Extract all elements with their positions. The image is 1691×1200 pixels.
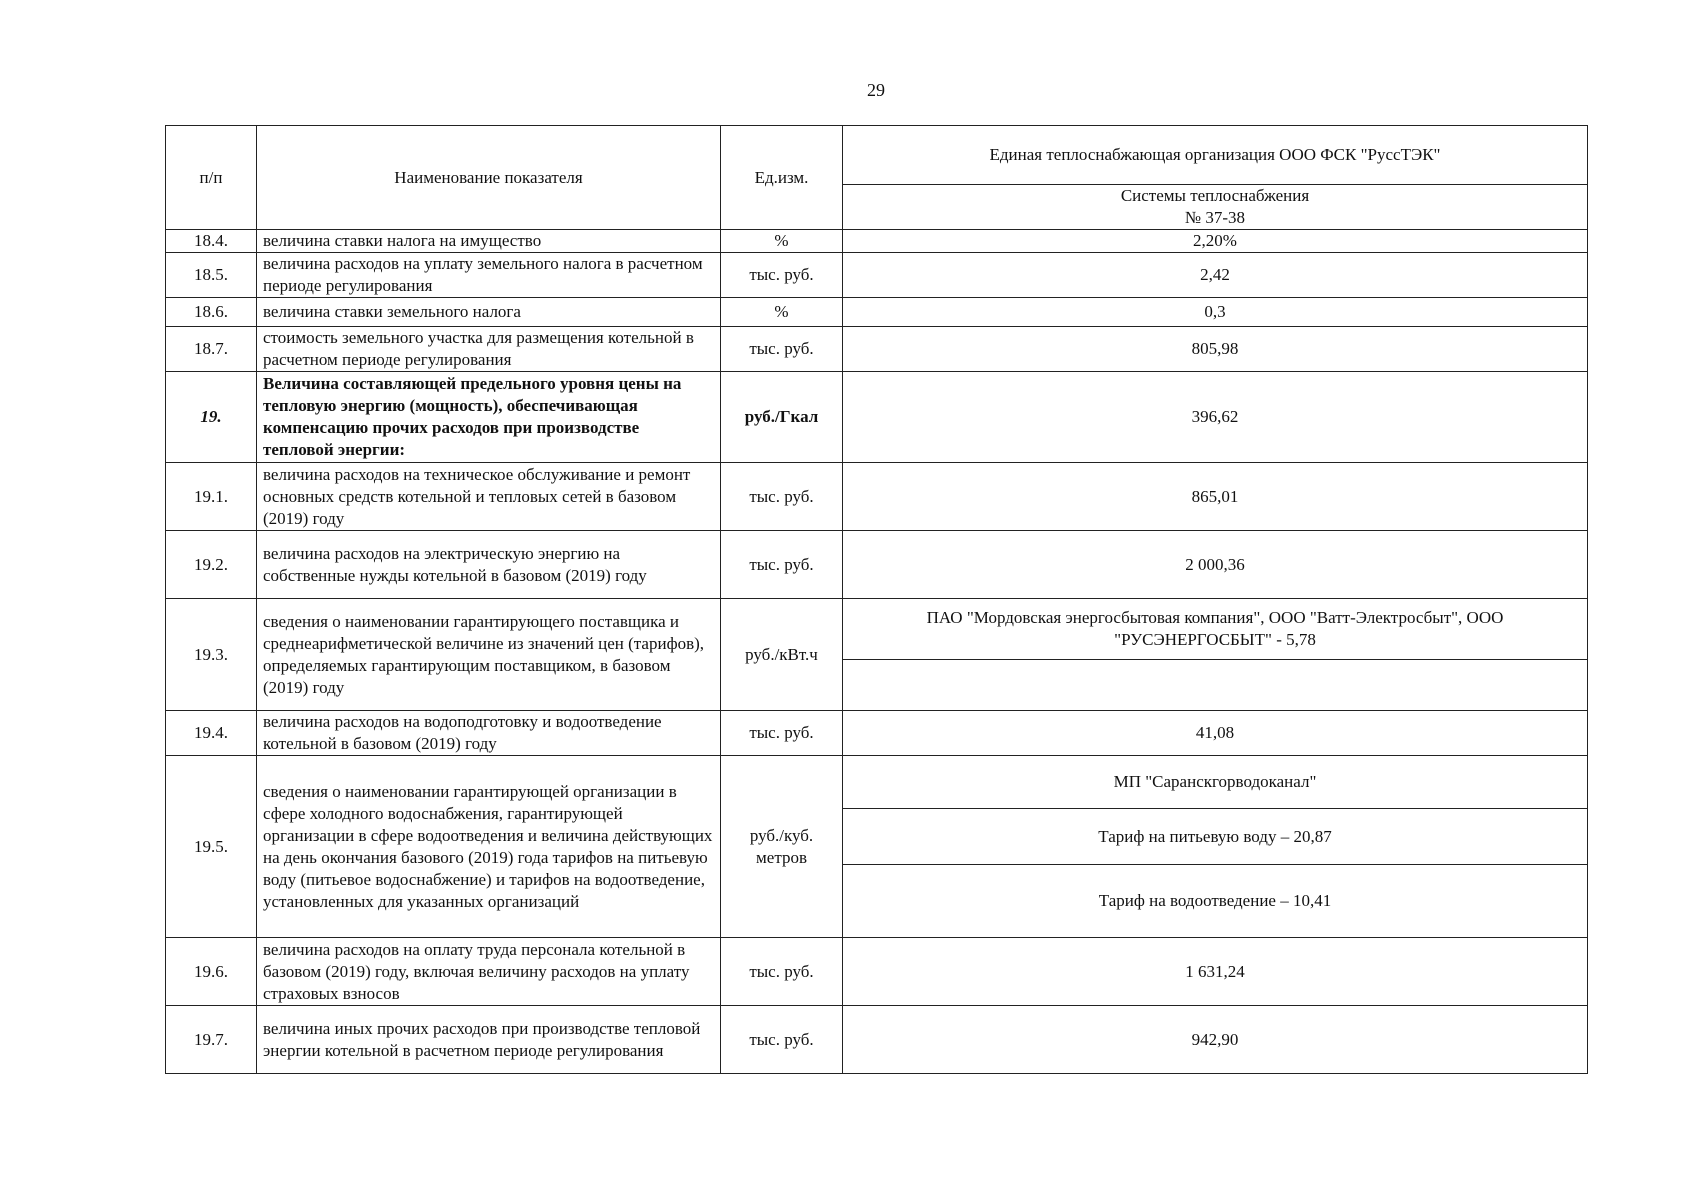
row-name: величина расходов на техническое обслуживание и ремонт основных средств котельной и тепловых сетей в базовом (2019) году bbox=[257, 463, 721, 531]
row-num: 19. bbox=[166, 372, 257, 463]
row-num: 18.5. bbox=[166, 253, 257, 298]
row-num: 18.6. bbox=[166, 298, 257, 327]
row-num: 19.1. bbox=[166, 463, 257, 531]
header-name: Наименование показателя bbox=[257, 126, 721, 230]
row-num: 19.3. bbox=[166, 599, 257, 711]
header-num: п/п bbox=[166, 126, 257, 230]
row-value-empty bbox=[843, 660, 1588, 711]
row-value: МП "Саранскгорводоканал" bbox=[843, 756, 1588, 809]
row-name: Величина составляющей предельного уровня цены на тепловую энергию (мощность), обеспечивающая компенсацию прочих расходов при производстве тепловой энергии: bbox=[257, 372, 721, 463]
header-systems bbox=[843, 185, 1588, 230]
row-unit: руб./Гкал bbox=[721, 372, 843, 463]
row-value: 942,90 bbox=[843, 1006, 1588, 1074]
row-unit: руб./куб. метров bbox=[721, 756, 843, 938]
row-name: величина расходов на уплату земельного налога в расчетном периоде регулирования bbox=[257, 253, 721, 298]
row-unit: тыс. руб. bbox=[721, 463, 843, 531]
table-row bbox=[166, 938, 1588, 1006]
row-value: 2 000,36 bbox=[843, 531, 1588, 599]
row-unit: % bbox=[721, 298, 843, 327]
tariff-table bbox=[165, 125, 1588, 1074]
row-name: стоимость земельного участка для размещения котельной в расчетном периоде регулирования bbox=[257, 327, 721, 372]
row-num: 18.4. bbox=[166, 230, 257, 253]
row-value: 1 631,24 bbox=[843, 938, 1588, 1006]
row-value: 805,98 bbox=[843, 327, 1588, 372]
row-value: 865,01 bbox=[843, 463, 1588, 531]
row-name: величина ставки налога на имущество bbox=[257, 230, 721, 253]
table-row bbox=[166, 298, 1588, 327]
row-unit: тыс. руб. bbox=[721, 1006, 843, 1074]
page-number: 29 bbox=[867, 80, 885, 100]
row-value: ПАО "Мордовская энергосбытовая компания", ООО "Ватт-Электросбыт", ООО "РУСЭНЕРГОСБЫТ" - 5,78 bbox=[843, 599, 1588, 660]
row-unit: % bbox=[721, 230, 843, 253]
row-name: величина расходов на электрическую энергию на собственные нужды котельной в базовом (2019) году bbox=[257, 531, 721, 599]
row-name: сведения о наименовании гарантирующей организации в сфере холодного водоснабжения, гарантирующей организации в сфере водоотведения и величина действующих на день окончания базового (2019) года тарифов на питьевую воду (питьевое водоснабжение) и тарифов на водоотведение, установленных для указанных организаций bbox=[257, 756, 721, 938]
header-systems-line1: Системы теплоснабжения bbox=[1120, 186, 1310, 205]
row-name: величина расходов на оплату труда персонала котельной в базовом (2019) году, включая величину расходов на уплату страховых взносов bbox=[257, 938, 721, 1006]
row-value-water: Тариф на питьевую воду – 20,87 bbox=[843, 809, 1588, 865]
row-unit: тыс. руб. bbox=[721, 711, 843, 756]
row-name: сведения о наименовании гарантирующего поставщика и среднеарифметической величине из значений цен (тарифов), определяемых гарантирующим поставщиком, в базовом (2019) году bbox=[257, 599, 721, 711]
row-value: 396,62 bbox=[843, 372, 1588, 463]
row-unit: руб./кВт.ч bbox=[721, 599, 843, 711]
row-num: 19.7. bbox=[166, 1006, 257, 1074]
header-systems-line2: № 37-38 bbox=[1184, 208, 1246, 227]
table-row bbox=[166, 463, 1588, 531]
row-unit: тыс. руб. bbox=[721, 531, 843, 599]
row-name: величина расходов на водоподготовку и водоотведение котельной в базовом (2019) году bbox=[257, 711, 721, 756]
table-row bbox=[166, 230, 1588, 253]
table-row bbox=[166, 531, 1588, 599]
row-unit: тыс. руб. bbox=[721, 327, 843, 372]
row-num: 19.5. bbox=[166, 756, 257, 938]
row-num: 19.4. bbox=[166, 711, 257, 756]
table-row bbox=[166, 372, 1588, 463]
header-org-title: Единая теплоснабжающая организация ООО ФСК "РуссТЭК" bbox=[843, 126, 1588, 185]
row-value: 2,20% bbox=[843, 230, 1588, 253]
row-name: величина ставки земельного налога bbox=[257, 298, 721, 327]
row-value-sewage: Тариф на водоотведение – 10,41 bbox=[843, 865, 1588, 938]
row-num: 19.6. bbox=[166, 938, 257, 1006]
table-row bbox=[166, 327, 1588, 372]
row-value: 2,42 bbox=[843, 253, 1588, 298]
row-name: величина иных прочих расходов при производстве тепловой энергии котельной в расчетном периоде регулирования bbox=[257, 1006, 721, 1074]
row-value: 0,3 bbox=[843, 298, 1588, 327]
table-row bbox=[166, 756, 1588, 809]
header-unit: Ед.изм. bbox=[721, 126, 843, 230]
table-row bbox=[166, 711, 1588, 756]
table-row bbox=[166, 599, 1588, 660]
row-num: 19.2. bbox=[166, 531, 257, 599]
row-value: 41,08 bbox=[843, 711, 1588, 756]
table-row bbox=[166, 253, 1588, 298]
row-num: 18.7. bbox=[166, 327, 257, 372]
row-unit: тыс. руб. bbox=[721, 253, 843, 298]
row-unit: тыс. руб. bbox=[721, 938, 843, 1006]
table-row bbox=[166, 1006, 1588, 1074]
